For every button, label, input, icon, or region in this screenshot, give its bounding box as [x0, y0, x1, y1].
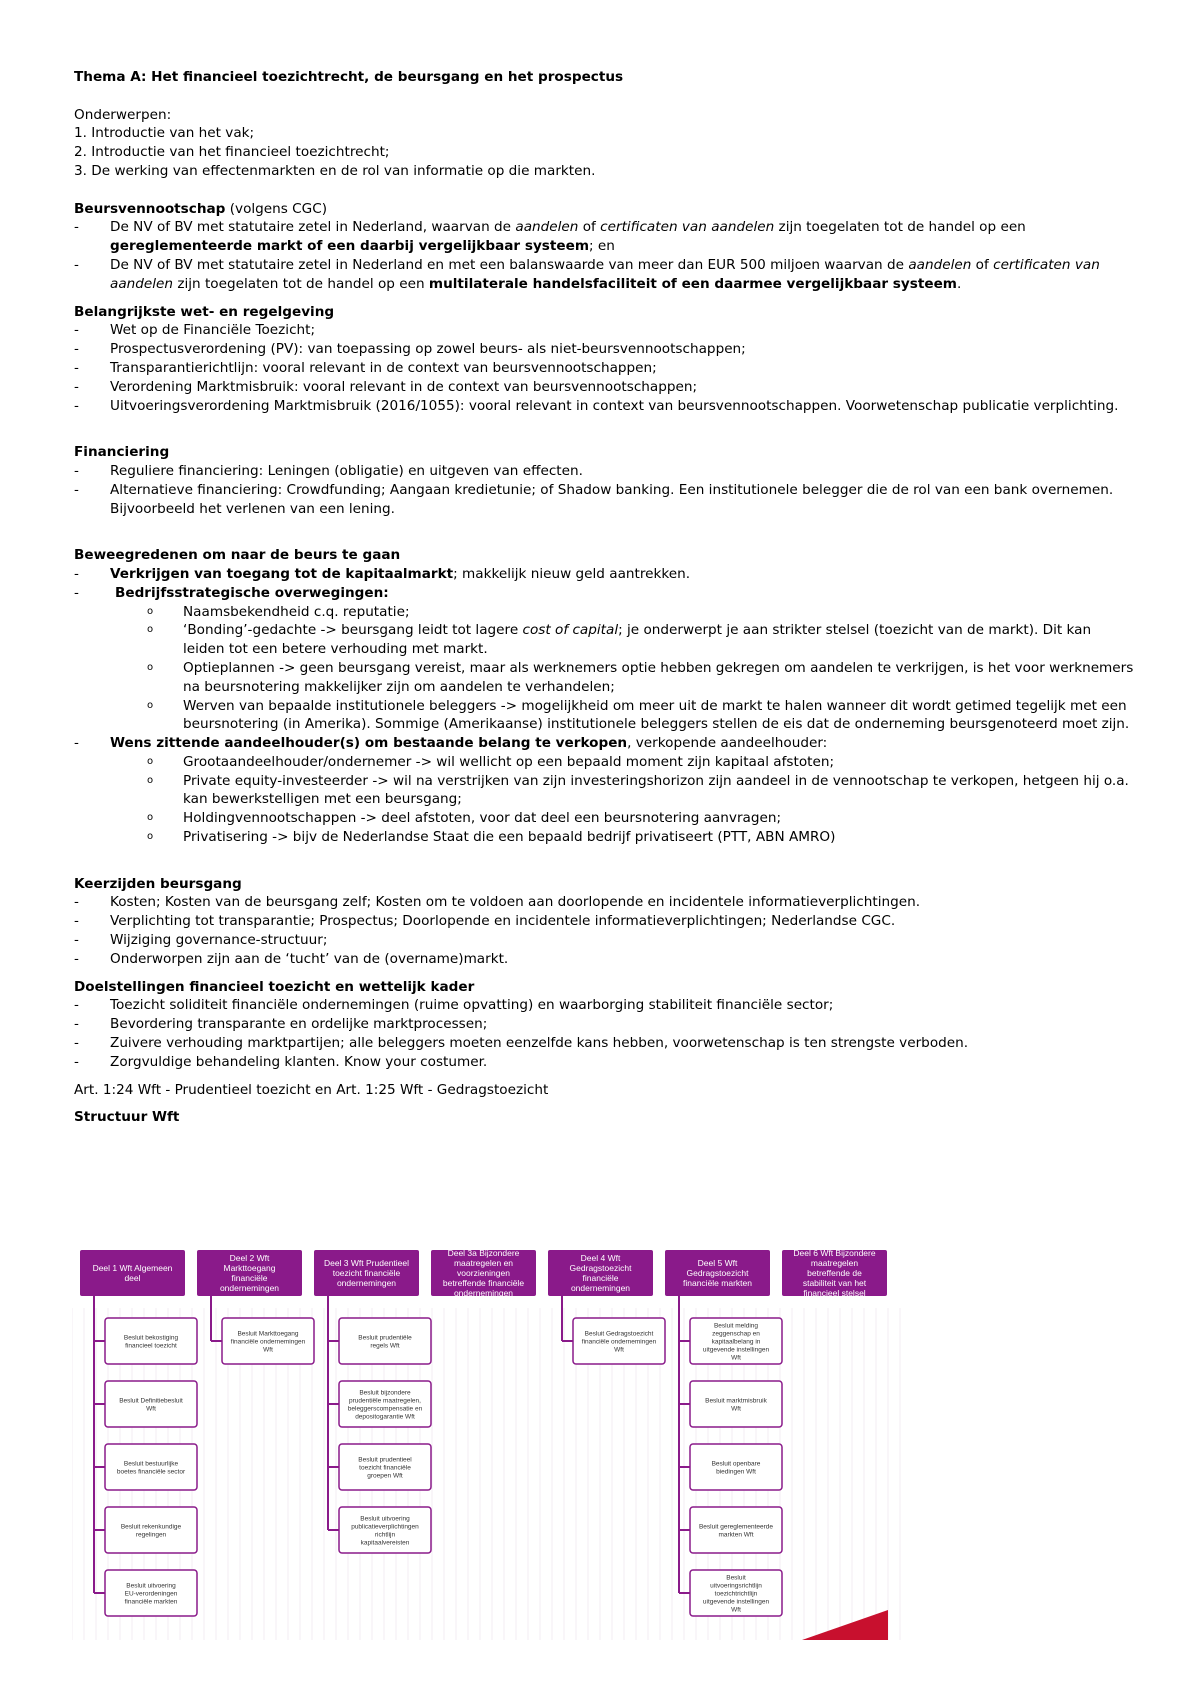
diagram-text: Besluit uitvoeringsrichtlijn toezichtrichtlijn uitgevende instellingen Wft [702, 1574, 770, 1614]
financiering-heading: Financiering [74, 444, 170, 461]
diagram-text: Deel 3 Wft Prudentieel toezicht financiële ondernemingen [323, 1257, 410, 1288]
diagram-text: Besluit openbare biedingen Wft [711, 1460, 761, 1476]
diagram-text: Deel 3a Bijzondere maatregelen en voorzieningen betreffende financiële ondernemingen [442, 1248, 525, 1298]
diagram-text: Deel 2 Wft Markttoegang financiële ondernemingen [219, 1252, 280, 1293]
list-item: - Verkrijgen van toegang tot de kapitaalmarkt; makkelijk nieuw geld aantrekken. [74, 565, 1134, 584]
wetgeving-section [74, 303, 1134, 416]
diagram-text: Besluit gereglementeerde markten Wft [698, 1523, 774, 1539]
onderwerpen-section [74, 106, 1134, 181]
diagram-text: Besluit uitvoering EU-verordeningen financiële markten [124, 1582, 178, 1606]
diagram-text: Besluit Gedragstoezicht financiële ondernemingen Wft [581, 1330, 657, 1354]
list-item: - Bevordering transparante en ordelijke marktprocessen; [74, 1015, 1134, 1034]
beursvennootschap-heading: Beursvennootschap (volgens CGC) [74, 200, 328, 217]
list-item: - De NV of BV met statutaire zetel in Nederland, waarvan de aandelen of certificaten van aandelen zijn toegelaten tot de handel op een gereglementeerde markt of een daarbij vergelijkbaar systeem; en [74, 218, 1134, 256]
sub-list-item: o Optieplannen -> geen beursgang vereist, maar als werknemers optie hebben gekregen om aandelen te verkrijgen, is het voor werknemers na beursnotering makkelijker zijn om aandelen te verhandelen; [74, 659, 1134, 697]
diagram-text: Deel 5 Wft Gedragstoezicht financiële markten [683, 1257, 752, 1288]
sub-list-item: o Naamsbekendheid c.q. reputatie; [74, 603, 1134, 622]
doelstellingen-heading: Doelstellingen financieel toezicht en wettelijk kader [74, 978, 475, 995]
diagram-text: Besluit bijzondere prudentiële maatregelen, beleggerscompensatie en depositogarantie Wft [347, 1389, 423, 1421]
diagram-text: Besluit prudentieel toezicht financiële groepen Wft [358, 1456, 412, 1480]
diagram-text: Besluit bestuurlijke boetes financiële sector [116, 1460, 186, 1476]
list-item: - Prospectusverordening (PV): van toepassing op zowel beurs- als niet-beursvennootschappen; [74, 340, 1134, 359]
onderwerpen-heading: Onderwerpen: [74, 106, 172, 123]
beweegredenen-section [74, 546, 1134, 847]
list-item: - Onderworpen zijn aan de ‘tucht’ van de (overname)markt. [74, 950, 1134, 969]
sub-list-item: o Privatisering -> bijv de Nederlandse Staat die een bepaald bedrijf privatiseert (PTT, ABN AMRO) [74, 828, 1134, 847]
list-item: - Alternatieve financiering: Crowdfunding; Aangaan kredietunie; of Shadow banking. Een institutionele belegger die de rol van een bank overnemen. Bijvoorbeeld het verlenen van een lening. [74, 481, 1134, 519]
sub-list-item: o Werven van bepaalde institutionele beleggers -> mogelijkheid om meer uit de markt te halen wanneer dit wordt getimed tegelijk met een beursnotering (in Amerika). Sommige (Amerikaanse) institutionele beleggers stellen de eis dat de onderneming beursgenoteerd moet zijn. [74, 697, 1134, 735]
diagram-text: Besluit uitvoering publicatieverplichtingen richtlijn kapitaalvereisten [351, 1515, 419, 1547]
keerzijden-section [74, 875, 1134, 969]
list-item: - Verordening Marktmisbruik: vooral relevant in de context van beursvennootschappen; [74, 378, 1134, 397]
list-item: - Reguliere financiering: Leningen (obligatie) en uitgeven van effecten. [74, 462, 1134, 481]
art-line: Art. 1:24 Wft - Prudentieel toezicht en Art. 1:25 Wft - Gedragstoezicht [74, 1081, 549, 1098]
diagram-text: Besluit Markttoegang financiële ondernemingen Wft [230, 1330, 306, 1354]
sub-list-item: o Grootaandeelhouder/ondernemer -> wil wellicht op een bepaald moment zijn kapitaal afstoten; [74, 753, 1134, 772]
financiering-section [74, 443, 1134, 518]
list-item: - Wijziging governance-structuur; [74, 931, 1134, 950]
list-item: - Uitvoeringsverordening Marktmisbruik (2016/1055): vooral relevant in context van beursvennootschappen. Voorwetenschap publicatie verplichting. [74, 397, 1134, 416]
wft-structure-diagram [72, 1248, 912, 1640]
document-page [74, 68, 1134, 1127]
list-item: - De NV of BV met statutaire zetel in Nederland en met een balanswaarde van meer dan EUR 500 miljoen waarvan de aandelen of certificaten van aandelen zijn toegelaten tot de handel op een multilaterale handelsfaciliteit of een daarmee vergelijkbaar systeem. [74, 256, 1134, 294]
diagram-text: Deel 4 Wft Gedragstoezicht financiële ondernemingen [569, 1252, 632, 1293]
diagram-text: Deel 1 Wft Algemeen deel [92, 1262, 173, 1283]
doelstellingen-section [74, 978, 1134, 1072]
diagram-text: Besluit melding zeggenschap en kapitaalbelang in uitgevende instellingen Wft [702, 1322, 770, 1362]
diagram-text: Besluit bekostiging financieel toezicht [123, 1334, 179, 1350]
onderwerp-item: 2. Introductie van het financieel toezichtrecht; [74, 144, 390, 161]
list-item: - Toezicht soliditeit financiële ondernemingen (ruime opvatting) en waarborging stabiliteit financiële sector; [74, 996, 1134, 1015]
list-item: - Transparantierichtlijn: vooral relevant in de context van beursvennootschappen; [74, 359, 1134, 378]
beweegredenen-heading: Beweegredenen om naar de beurs te gaan [74, 547, 401, 564]
onderwerp-item: 3. De werking van effectenmarkten en de rol van informatie op die markten. [74, 162, 596, 179]
keerzijden-heading: Keerzijden beursgang [74, 875, 242, 892]
diagram-text: Deel 6 Wft Bijzondere maatregelen betreffende de stabiliteit van het financieel stelsel [793, 1248, 876, 1298]
list-item: - Zorgvuldige behandeling klanten. Know your costumer. [74, 1053, 1134, 1072]
diagram-text: Besluit prudentiële regels Wft [358, 1334, 412, 1350]
list-item: - Kosten; Kosten van de beursgang zelf; Kosten om te voldoen aan doorlopende en incidentele informatieverplichtingen. [74, 893, 1134, 912]
list-item: - Wens zittende aandeelhouder(s) om bestaande belang te verkopen, verkopende aandeelhouder: [74, 734, 1134, 753]
wetgeving-heading: Belangrijkste wet- en regelgeving [74, 303, 335, 320]
list-item: - Verplichting tot transparantie; Prospectus; Doorlopende en incidentele informatieverplichtingen; Nederlandse CGC. [74, 912, 1134, 931]
list-item: - Bedrijfsstrategische overwegingen: [74, 584, 1134, 603]
sub-list-item: o Holdingvennootschappen -> deel afstoten, voor dat deel een beursnotering aanvragen; [74, 809, 1134, 828]
list-item: - Zuivere verhouding marktpartijen; alle beleggers moeten eenzelfde kans hebben, voorwetenschap is ten strengste verboden. [74, 1034, 1134, 1053]
sub-list-item: o ‘Bonding’-gedachte -> beursgang leidt tot lagere cost of capital; je onderwerpt je aan strikter stelsel (toezicht van de markt). Dit kan leiden tot een betere verhouding met markt. [74, 621, 1134, 659]
diagram-text: Besluit marktmisbruik Wft [705, 1397, 767, 1413]
corner-triangle [802, 1610, 888, 1640]
onderwerp-item: 1. Introductie van het vak; [74, 125, 255, 142]
structuur-heading: Structuur Wft [74, 1109, 180, 1126]
sub-list-item: o Private equity-investeerder -> wil na verstrijken van zijn investeringshorizon zijn aandeel in de vennootschap te verkopen, hetgeen hij o.a. kan bewerkstelligen met een beursgang; [74, 772, 1134, 810]
diagram-text: Besluit rekenkundige regelingen [120, 1523, 182, 1539]
beursvennootschap-section [74, 200, 1134, 294]
list-item: - Wet op de Financiële Toezicht; [74, 321, 1134, 340]
diagram-text: Besluit Definitiebesluit Wft [119, 1397, 183, 1413]
document-title: Thema A: Het financieel toezichtrecht, de beursgang en het prospectus [74, 69, 624, 85]
